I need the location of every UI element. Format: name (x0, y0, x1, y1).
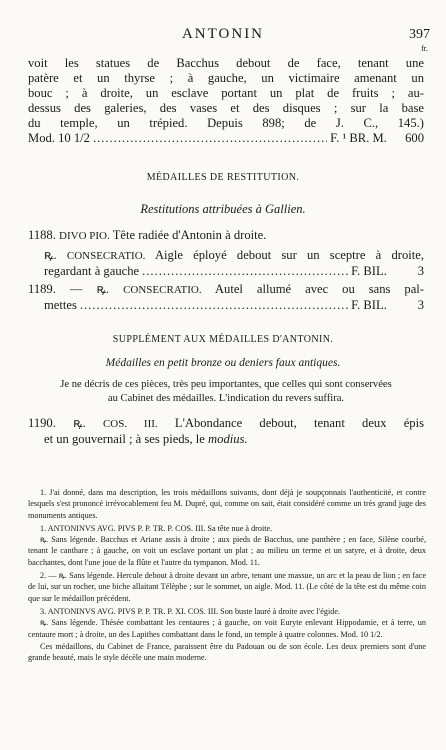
price-text: 3 (417, 264, 424, 278)
reverse-symbol: ꝶ. (96, 282, 110, 296)
entry-text: et un gouvernail ; à ses pieds, le (44, 432, 205, 446)
module-text: Mod. 10 1/2 (28, 131, 90, 145)
entry-1188 (28, 228, 424, 313)
intro-line: voit les statues de Bacchus debout de face, tenant une (28, 56, 424, 70)
metal-text: F. ¹ BR. M. (330, 131, 387, 145)
intro-module-line (28, 131, 424, 146)
entry-text: Tête radiée d'Antonin à droite. (112, 228, 267, 242)
reverse-symbol: ꝶ. (44, 248, 57, 262)
entry-italic: modius. (208, 432, 248, 446)
entry-1189 (28, 282, 424, 298)
legend-text: CONSECRATIO. (123, 284, 202, 296)
leader-dots (80, 298, 348, 313)
intro-line: du temple, un trépied. Depuis 898; de J. C., 145.) (28, 116, 424, 130)
intro-line: patère et un thyrse ; à gauche, un victimaire amenant un (28, 71, 424, 85)
reverse-symbol: ꝶ. (73, 416, 86, 430)
footnote-text: ꝶ. Sans légende. Thésée combattant les centaures ; à gauche, on voit Euryte enlevant Hippodamie, et à terre, un centaure mort ; à droite, un des Lapithes combattant dans le fond, un temple à quatre colonnes. Mod. 10 1/2. (28, 618, 426, 639)
running-title: ANTONIN (181, 26, 265, 42)
legend-text: CONSECRATIO. (66, 250, 146, 262)
supplement-intro (28, 378, 424, 406)
entry-text: regardant à gauche (44, 264, 140, 278)
entry-number: 1189. (28, 282, 56, 296)
dash-text: — (69, 282, 83, 296)
footnote-text: 2. — ꝶ. Sans légende. Hercule debout à droite devant un arbre, tenant une massue, un arc et la peau de lion ; en face de lui, sur un rocher, une biche allaitant Télèphe ; sur le sommet, un aigle. Mod. 11. (Le côté de la tête est du même coin que sur le médaillon précédent. (28, 571, 426, 603)
metal-text: F. BIL. (351, 264, 387, 278)
legend-text: COS. III. (102, 418, 158, 430)
section-heading-supplement: SUPPLÉMENT AUX MÉDAILLES D'ANTONIN. (112, 334, 334, 345)
metal-text: F. BIL. (351, 298, 387, 312)
entry-1190 (28, 416, 424, 447)
footnote-text: ꝶ. Sans légende. Bacchus et Ariane assis à droite ; aux pieds de Bacchus, une panthère ; en face, Silène courbé, tenant le canthare ; à gauche, on voit un esclave portant un plat ; au milieu un terme et un satyre, et à droite, deux bacchantes, dont l'une joue de la flûte et l'autre du tympanon. Mod. 11. (28, 535, 426, 567)
signature-mark: fr. (421, 44, 428, 53)
intro-line: bouc ; à droite, un esclave portant un plat de fruits ; au- (28, 86, 424, 100)
price-text: 3 (417, 298, 424, 312)
entry-1188-reverse (28, 248, 424, 264)
footnote-text: 3. ANTONINVS AVG. PIVS P. P. TR. P. XI. COS. III. Son buste lauré à droite avec l'égide. (40, 606, 341, 616)
footnotes (28, 487, 426, 663)
entry-1188-reverse-cont (28, 264, 424, 279)
supplement-line: au Cabinet des médailles. L'indication du revers suffira. (107, 393, 345, 404)
legend-text: DIVO PIO. (59, 230, 110, 242)
entry-1190-cont (28, 432, 424, 447)
entry-1190-line (28, 416, 424, 432)
price-text: 600 (405, 131, 424, 145)
entry-text: L'Abondance debout, tenant deux épis (174, 416, 424, 430)
running-head (0, 26, 446, 53)
section-subheading-gallien: Restitutions attribuées à Gallien. (140, 202, 306, 216)
entry-text: Aigle éployé debout sur un sceptre à droite, (154, 248, 424, 262)
leader-dots (93, 131, 327, 146)
intro-paragraph (28, 56, 424, 146)
leader-dots (142, 264, 348, 279)
entry-1188-obverse (28, 228, 424, 244)
section-subheading-faux: Médailles en petit bronze ou deniers faux antiques. (105, 357, 341, 369)
intro-line: dessus des galeries, des vases et des disques ; sur la base (28, 101, 424, 115)
footnote-2 (28, 570, 426, 604)
entry-number: 1190. (28, 416, 56, 430)
section-heading-restitution: MÉDAILLES DE RESTITUTION. (146, 172, 300, 183)
footnote-1 (28, 487, 426, 568)
entry-text: mettes (44, 298, 77, 312)
footnote-4 (28, 641, 426, 664)
footnote-3 (28, 606, 426, 640)
footnote-text: Ces médaillons, du Cabinet de France, paraissent être du Padouan ou de son école. Les deux premiers sont d'une grande beauté, mais le style décèle une main moderne. (28, 641, 426, 663)
supplement-line: Je ne décris de ces pièces, très peu importantes, que celles qui sont conservées (60, 379, 392, 390)
entry-number: 1188. (28, 228, 56, 242)
footnote-text: 1. J'ai donné, dans ma description, les trois médaillons suivants, dont déjà je soupçonnais l'authenticité, et contre lesquels s'est prononcé irrévocablement feu M. Dupré, qui, comme on sait, était considéré comme un très grand juge des monuments antiques. (28, 488, 426, 520)
footnote-text: 1. ANTONINVS AVG. PIVS P. P. TR. P. COS. III. Sa tête nue à droite. (40, 523, 273, 533)
entry-text: Autel allumé avec ou sans pal- (214, 282, 424, 296)
entry-1189-cont (28, 298, 424, 313)
page-number: 397 (409, 27, 430, 42)
